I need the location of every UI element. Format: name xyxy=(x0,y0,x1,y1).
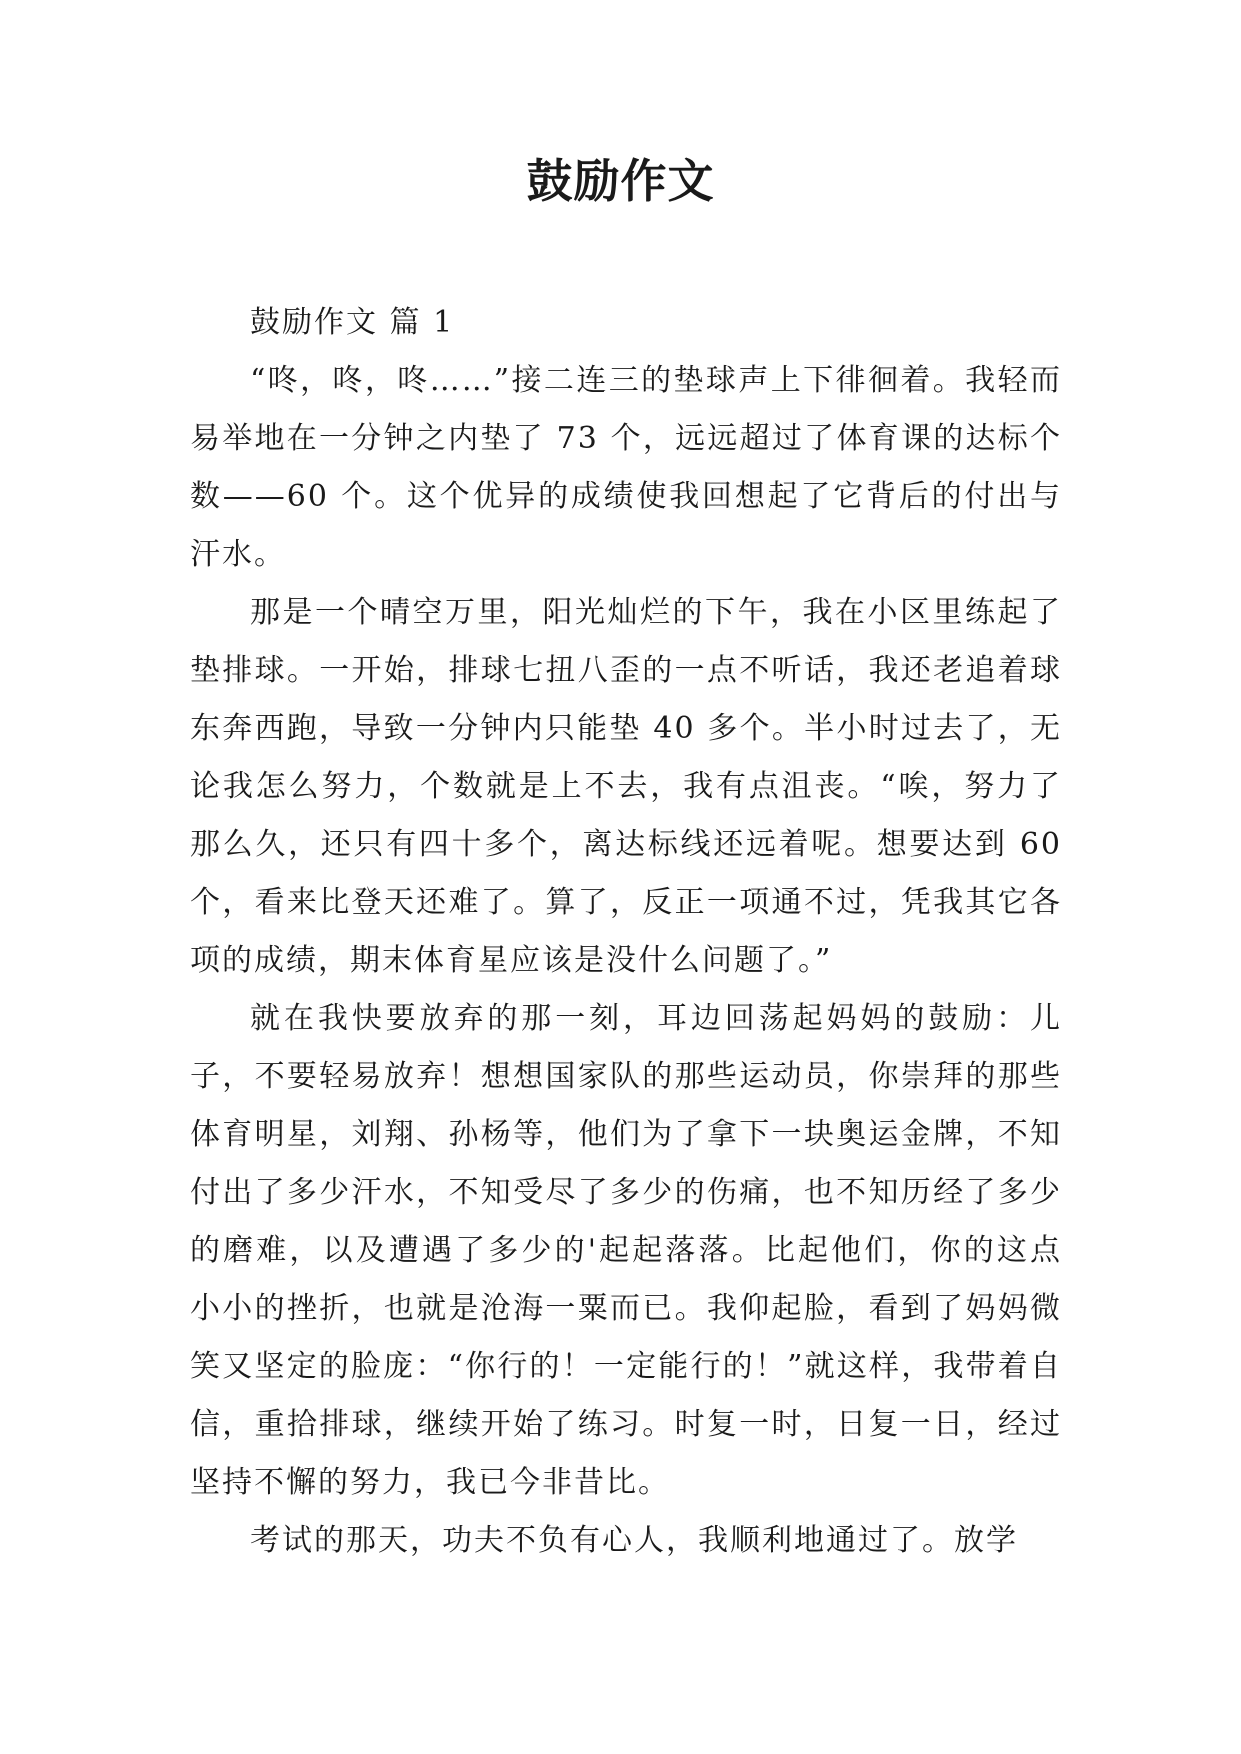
paragraph: 就在我快要放弃的那一刻，耳边回荡起妈妈的鼓励：儿子，不要轻易放弃！想想国家队的那些运动员，你崇拜的那些体育明星，刘翔、孙杨等，他们为了拿下一块奥运金牌，不知付出了多少汗水，不知受尽了多少的伤痛，也不知历经了多少的磨难，以及遭遇了多少的'起起落落。比起他们，你的这点小小的挫折，也就是沧海一粟而已。我仰起脸，看到了妈妈微笑又坚定的脸庞：“你行的！一定能行的！”就这样，我带着自信，重拾排球，继续开始了练习。时复一时，日复一日，经过坚持不懈的努力，我已今非昔比。 xyxy=(190,1001,1062,1500)
paragraph: 那是一个晴空万里，阳光灿烂的下午，我在小区里练起了垫排球。一开始，排球七扭八歪的一点不听话，我还老追着球东奔西跑，导致一分钟内只能垫 40 多个。半小时过去了，无论我怎么努力，个数就是上不去，我有点沮丧。“唉，努力了那么久，还只有四十多个，离达标线还远着呢。想要达到 60 个，看来比登天还难了。算了，反正一项通不过，凭我其它各项的成绩，期末体育星应该是没什么问题了。” xyxy=(190,595,1062,978)
paragraph: 考试的那天，功夫不负有心人，我顺利地通过了。放学 xyxy=(250,1523,1018,1558)
essay-body xyxy=(190,294,1062,1570)
page-title: 鼓励作文 xyxy=(526,154,715,208)
section-heading: 鼓励作文 篇 1 xyxy=(250,305,455,340)
paragraph: “咚，咚，咚……”接二连三的垫球声上下徘徊着。我轻而易举地在一分钟之内垫了 73 个，远远超过了体育课的达标个数——60 个。这个优异的成绩使我回想起了它背后的付出与汗水。 xyxy=(190,363,1062,572)
